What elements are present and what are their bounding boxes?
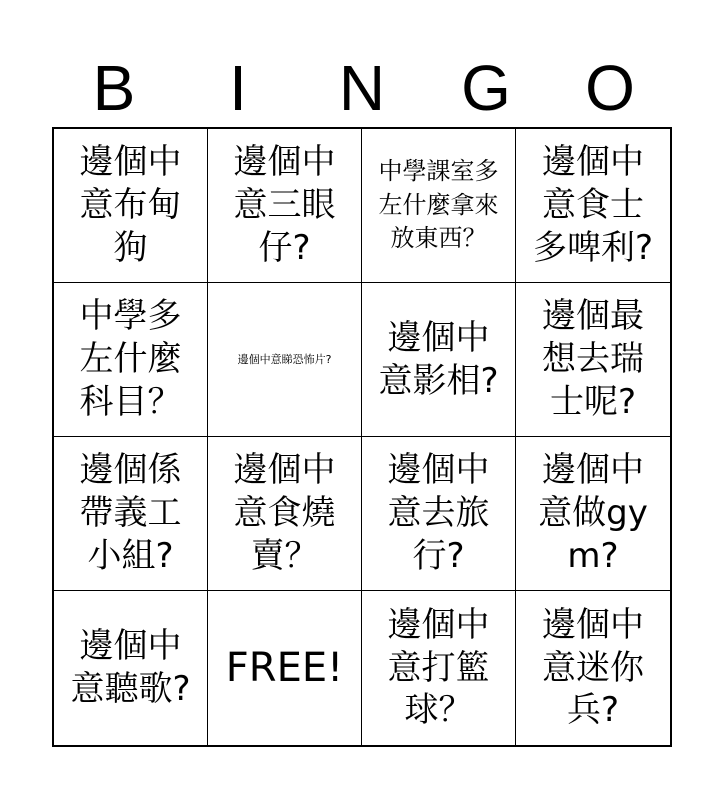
bingo-cell[interactable]	[208, 129, 362, 283]
bingo-cell-text: 中學多左什麼科目？	[79, 296, 182, 422]
bingo-cell-text: 邊個中意迷你兵?	[542, 604, 644, 731]
header-letter-i: I	[229, 52, 247, 124]
bingo-cell-text: 邊個係帶義工小組?	[79, 450, 182, 576]
bingo-cell[interactable]	[54, 129, 208, 283]
bingo-cell-text: 邊個中意打籃球？	[387, 604, 490, 731]
free-space-cell[interactable]	[208, 591, 362, 745]
bingo-cell-text: 邊個中意影相?	[378, 317, 499, 401]
bingo-cell[interactable]	[516, 283, 670, 437]
bingo-board	[52, 127, 672, 747]
bingo-cell-text: 邊個中意食士多啤利?	[532, 142, 654, 268]
bingo-cell-text: 邊個中意食燒賣？	[233, 450, 336, 576]
bingo-cell-text: 邊個中意布甸狗	[79, 142, 182, 268]
bingo-cell-text: 邊個中意三眼仔?	[233, 142, 336, 268]
bingo-cell[interactable]	[362, 591, 516, 745]
bingo-cell[interactable]	[54, 591, 208, 745]
header-letter-g: G	[461, 52, 511, 124]
header-letter-o: O	[585, 52, 635, 124]
bingo-cell-text: 邊個中意聽歌?	[70, 626, 191, 709]
bingo-cell[interactable]	[208, 283, 362, 437]
bingo-cell[interactable]	[516, 437, 670, 591]
bingo-cell[interactable]	[516, 591, 670, 745]
bingo-cell[interactable]	[362, 283, 516, 437]
header-letter-b: B	[92, 52, 136, 124]
free-space-text: FREE!	[225, 644, 344, 691]
bingo-cell-text: 邊個中意去旅行?	[387, 450, 490, 576]
bingo-cell[interactable]	[54, 437, 208, 591]
bingo-cell[interactable]	[54, 283, 208, 437]
bingo-cell-text: 邊個中意睇恐怖片?	[237, 352, 332, 366]
bingo-cell-text: 邊個中意做gym?	[538, 450, 648, 576]
bingo-cell[interactable]	[362, 437, 516, 591]
bingo-cell[interactable]	[362, 129, 516, 283]
header-letter-n: N	[338, 52, 386, 124]
bingo-cell[interactable]	[516, 129, 670, 283]
bingo-header	[52, 48, 672, 128]
bingo-cell[interactable]	[208, 437, 362, 591]
bingo-cell-text: 邊個最想去瑞士呢?	[542, 296, 644, 422]
bingo-cell-text: 中學課室多左什麼拿來放東西？	[378, 157, 499, 253]
